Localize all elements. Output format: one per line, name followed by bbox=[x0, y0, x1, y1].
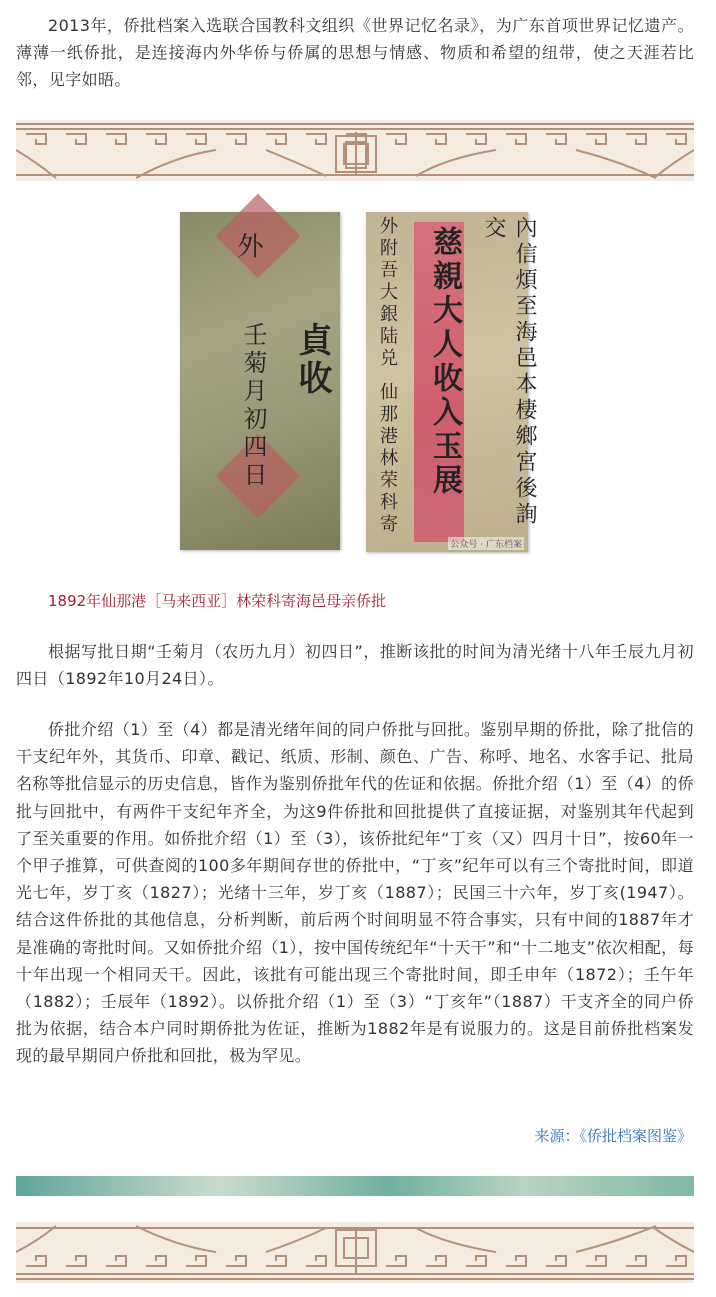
intro-paragraph: 2013年，侨批档案入选联合国教科文组织《世界记忆名录》，为广东首项世界记忆遗产。薄薄一纸侨批，是连接海内外华侨与侨属的思想与情感、物质和希望的纽带，使之天涯若比邻，见字如晤。 bbox=[16, 16, 694, 90]
main-paragraph: 侨批介绍（1）至（4）都是清光绪年间的同户侨批与回批。鉴别早期的侨批，除了批信的干支纪年外，其货币、印章、戳记、纸质、形制、颜色、广告、称呼、地名、水客手记、批局名称等批信显示的历史信息，皆作为鉴别侨批年代的佐证和依据。侨批介绍（1）至（4）的侨批与回批中，有两件干支纪年齐全，为这9件侨批和回批提供了直接证据，对鉴别其年代起到了至关重要的作用。如侨批介绍（1）至（3），该侨批纪年“丁亥（又）四月十日”，按60年一个甲子推算，可供查阅的100多年期间存世的侨批中，“丁亥”纪年可以有三个寄批时间，即道光七年，岁丁亥（1827）；光绪十三年，岁丁亥（1887）；民国三十六年，岁丁亥(1947）。结合这件侨批的其他信息，分析判断，前后两个时间明显不符合事实，只有中间的1887年才是准确的寄批时间。又如侨批介绍（1），按中国传统纪年“十天干”和“十二地支”依次相配，每十年出现一个相同天干。因此，该批有可能出现三个寄批时间，即壬申年（1872）；壬午年（1882）；壬辰年（1892）。以侨批介绍（1）至（3）“丁亥年”（1887）干支齐全的同户侨批为依据，结合本户同时期侨批为佐证，推断为1882年是有说服力的。这是目前侨批档案发现的最早期同户侨批和回批，极为罕见。 bbox=[16, 720, 694, 1066]
right-envelope bbox=[366, 212, 537, 552]
envelope-col-sender: 仙那港林荣科寄 bbox=[377, 382, 398, 536]
photo-caption: 1892年仙那港［马来西亚］林荣科寄海邑母亲侨批 bbox=[48, 592, 387, 610]
envelope-recipient: 貞收 bbox=[292, 322, 332, 398]
source-link[interactable]: 来源：《侨批档案图鉴》 bbox=[534, 1127, 692, 1145]
lattice-pattern-icon bbox=[16, 120, 694, 181]
envelope-char-outer: 外 bbox=[233, 232, 263, 262]
lattice-pattern-icon bbox=[16, 1222, 694, 1283]
qiaopi-photo bbox=[180, 212, 537, 552]
envelope-col-recipient: 慈親大人收入玉展 bbox=[427, 226, 462, 498]
envelope-col-enclosure: 外附吾大銀陆兑 bbox=[377, 216, 398, 370]
envelope-date: 壬菊月初四日 bbox=[239, 322, 267, 490]
date-analysis-paragraph: 根据写批日期“壬菊月（农历九月）初四日”，推断该批的时间为清光绪十八年壬辰九月初四日（1892年10月24日）。 bbox=[16, 642, 694, 689]
envelope-col-address: 內信煩至海邑本棲鄉宮後詢交 bbox=[481, 216, 537, 528]
decorative-banner-bottom bbox=[16, 1222, 694, 1283]
decorative-teal-strip bbox=[16, 1176, 694, 1196]
left-envelope bbox=[180, 212, 340, 550]
decorative-banner-top bbox=[16, 120, 694, 181]
photo-watermark: 公众号 · 广东档案 bbox=[448, 537, 524, 550]
